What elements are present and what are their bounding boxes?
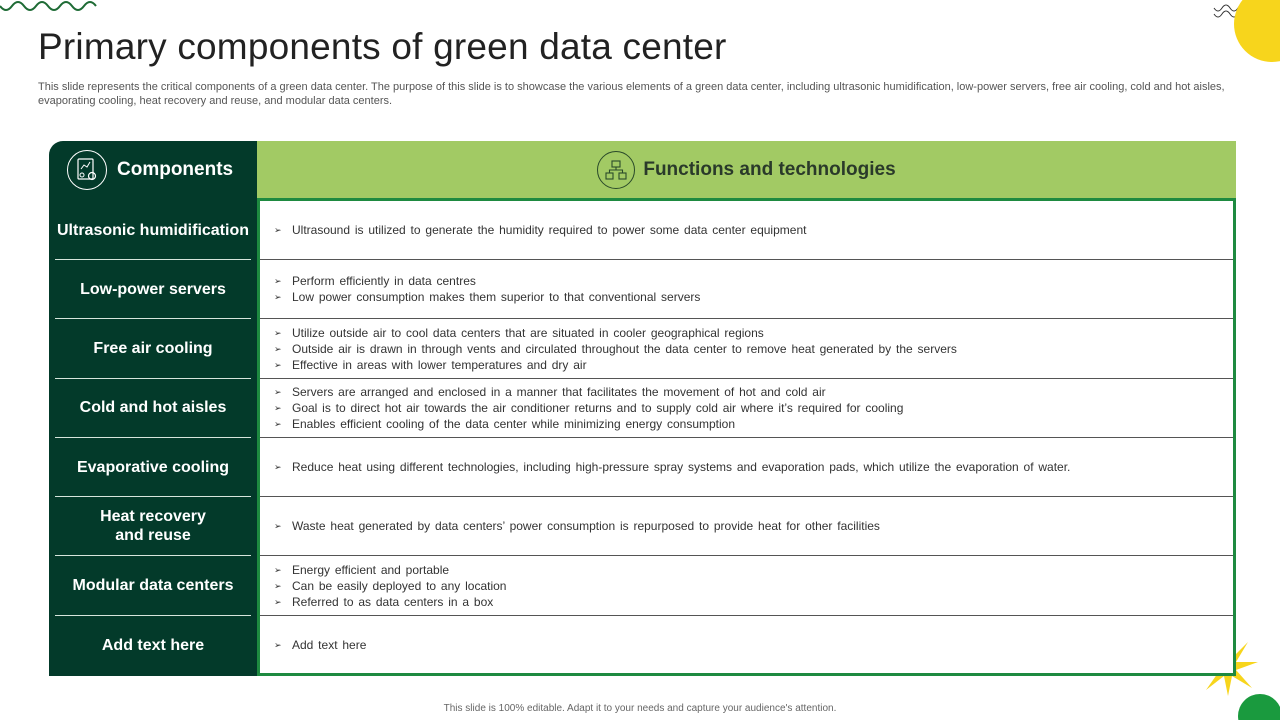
slide-title: Primary components of green data center bbox=[38, 26, 727, 67]
bullet-item bbox=[274, 416, 1233, 432]
arrowhead-bullet-icon: ➢ bbox=[274, 225, 282, 235]
arrowhead-bullet-icon: ➢ bbox=[274, 564, 282, 575]
table-row bbox=[49, 320, 1236, 379]
component-name: Evaporative cooling bbox=[55, 438, 251, 497]
component-functions bbox=[260, 616, 1233, 675]
table-row bbox=[49, 201, 1236, 260]
arrowhead-bullet-icon: ➢ bbox=[274, 276, 282, 287]
bullet-item bbox=[274, 400, 1233, 416]
arrowhead-bullet-icon: ➢ bbox=[274, 402, 282, 413]
arrowhead-bullet-icon: ➢ bbox=[274, 640, 282, 651]
component-name: Add text here bbox=[101, 636, 205, 654]
component-functions bbox=[260, 320, 1233, 379]
bullet-text: Ultrasound is utilized to generate the humidity required to power some data center equipment bbox=[292, 223, 807, 237]
component-name: Heat recovery and reuse bbox=[55, 497, 251, 556]
table-row bbox=[49, 438, 1236, 497]
arrowhead-bullet-icon: ➢ bbox=[274, 580, 282, 591]
gear-chart-icon bbox=[67, 150, 107, 190]
bullet-text: Perform efficiently in data centres bbox=[292, 274, 476, 289]
bullet-item bbox=[274, 222, 1233, 238]
bullet-text: Low power consumption makes them superior to that conventional servers bbox=[292, 290, 701, 305]
functions-header-label: Functions and technologies bbox=[643, 158, 896, 180]
bullet-text: Effective in areas with lower temperatures and dry air bbox=[292, 357, 587, 372]
bullet-text: Reduce heat using different technologies, including high-pressure spray systems and evaporation pads, which utilize the evaporation of water. bbox=[292, 460, 1071, 474]
slide-subtitle: This slide represents the critical components of a green data center. The purpose of this slide is to showcase the various elements of a green data center, including ultrasonic humidification, low-power servers, free air cooling, cold and hot aisles, evaporating cooling, heat recovery and reuse, and modular data centers. bbox=[38, 81, 1225, 107]
component-functions bbox=[260, 379, 1233, 438]
footer-note: This slide is 100% editable. Adapt it to your needs and capture your audience's attention. bbox=[443, 703, 837, 714]
component-name: Free air cooling bbox=[55, 320, 251, 379]
component-functions bbox=[260, 201, 1233, 260]
bullet-item bbox=[274, 578, 1233, 594]
bullet-item bbox=[274, 637, 1233, 653]
components-table bbox=[49, 141, 1236, 676]
arrowhead-bullet-icon: ➢ bbox=[274, 596, 282, 607]
bullet-text: Waste heat generated by data centers’ power consumption is repurposed to provide heat for other facilities bbox=[292, 519, 880, 534]
components-header bbox=[49, 141, 257, 198]
bullet-text: Outside air is drawn in through vents and circulated throughout the data center to remove heat generated by the servers bbox=[292, 341, 957, 356]
bullet-text: Add text here bbox=[292, 638, 367, 653]
table-row bbox=[49, 379, 1236, 438]
bullet-item bbox=[274, 384, 1233, 400]
arrowhead-bullet-icon: ➢ bbox=[274, 521, 282, 532]
bullet-item bbox=[274, 357, 1233, 373]
wave-decoration-top-left bbox=[0, 0, 100, 16]
component-name: Cold and hot aisles bbox=[55, 379, 251, 438]
bullet-text: Referred to as data centers in a box bbox=[292, 594, 494, 609]
arrowhead-bullet-icon: ➢ bbox=[274, 418, 282, 429]
yellow-circle-decoration bbox=[1232, 0, 1280, 64]
bullet-text: Servers are arranged and enclosed in a manner that facilitates the movement of hot and cold air bbox=[292, 384, 826, 399]
functions-header bbox=[257, 141, 1236, 198]
bullet-item bbox=[274, 273, 1233, 289]
arrowhead-bullet-icon: ➢ bbox=[274, 343, 282, 354]
arrowhead-bullet-icon: ➢ bbox=[274, 327, 282, 338]
bullet-text: Energy efficient and portable bbox=[292, 562, 450, 577]
component-name: Modular data centers bbox=[55, 557, 251, 616]
bullet-item bbox=[274, 459, 1233, 475]
component-name: Ultrasonic humidification bbox=[55, 201, 251, 260]
component-functions bbox=[260, 260, 1233, 319]
bullet-item bbox=[274, 341, 1233, 357]
arrowhead-bullet-icon: ➢ bbox=[274, 386, 282, 397]
bullet-text: Utilize outside air to cool data centers that are situated in cooler geographical regions bbox=[292, 325, 764, 340]
arrowhead-bullet-icon: ➢ bbox=[274, 359, 282, 370]
bullet-text: Enables efficient cooling of the data center while minimizing energy consumption bbox=[292, 416, 736, 431]
bullet-item bbox=[274, 594, 1233, 610]
arrowhead-bullet-icon: ➢ bbox=[274, 462, 282, 472]
table-row bbox=[49, 557, 1236, 616]
bullet-item bbox=[274, 325, 1233, 341]
bullet-text: Can be easily deployed to any location bbox=[292, 578, 507, 593]
bullet-item bbox=[274, 518, 1233, 534]
components-header-label: Components bbox=[117, 158, 234, 180]
table-row bbox=[49, 260, 1236, 319]
component-functions bbox=[260, 557, 1233, 616]
arrowhead-bullet-icon: ➢ bbox=[274, 292, 282, 303]
component-functions bbox=[260, 497, 1233, 556]
component-functions bbox=[260, 438, 1233, 497]
table-row bbox=[49, 497, 1236, 556]
network-icon bbox=[597, 151, 635, 189]
table-row bbox=[49, 616, 1236, 675]
component-name: Low-power servers bbox=[55, 260, 251, 319]
bullet-text: Goal is to direct hot air towards the air conditioner returns and to supply cold air where it’s required for cooling bbox=[292, 400, 904, 415]
bullet-item bbox=[274, 289, 1233, 305]
bullet-item bbox=[274, 562, 1233, 578]
